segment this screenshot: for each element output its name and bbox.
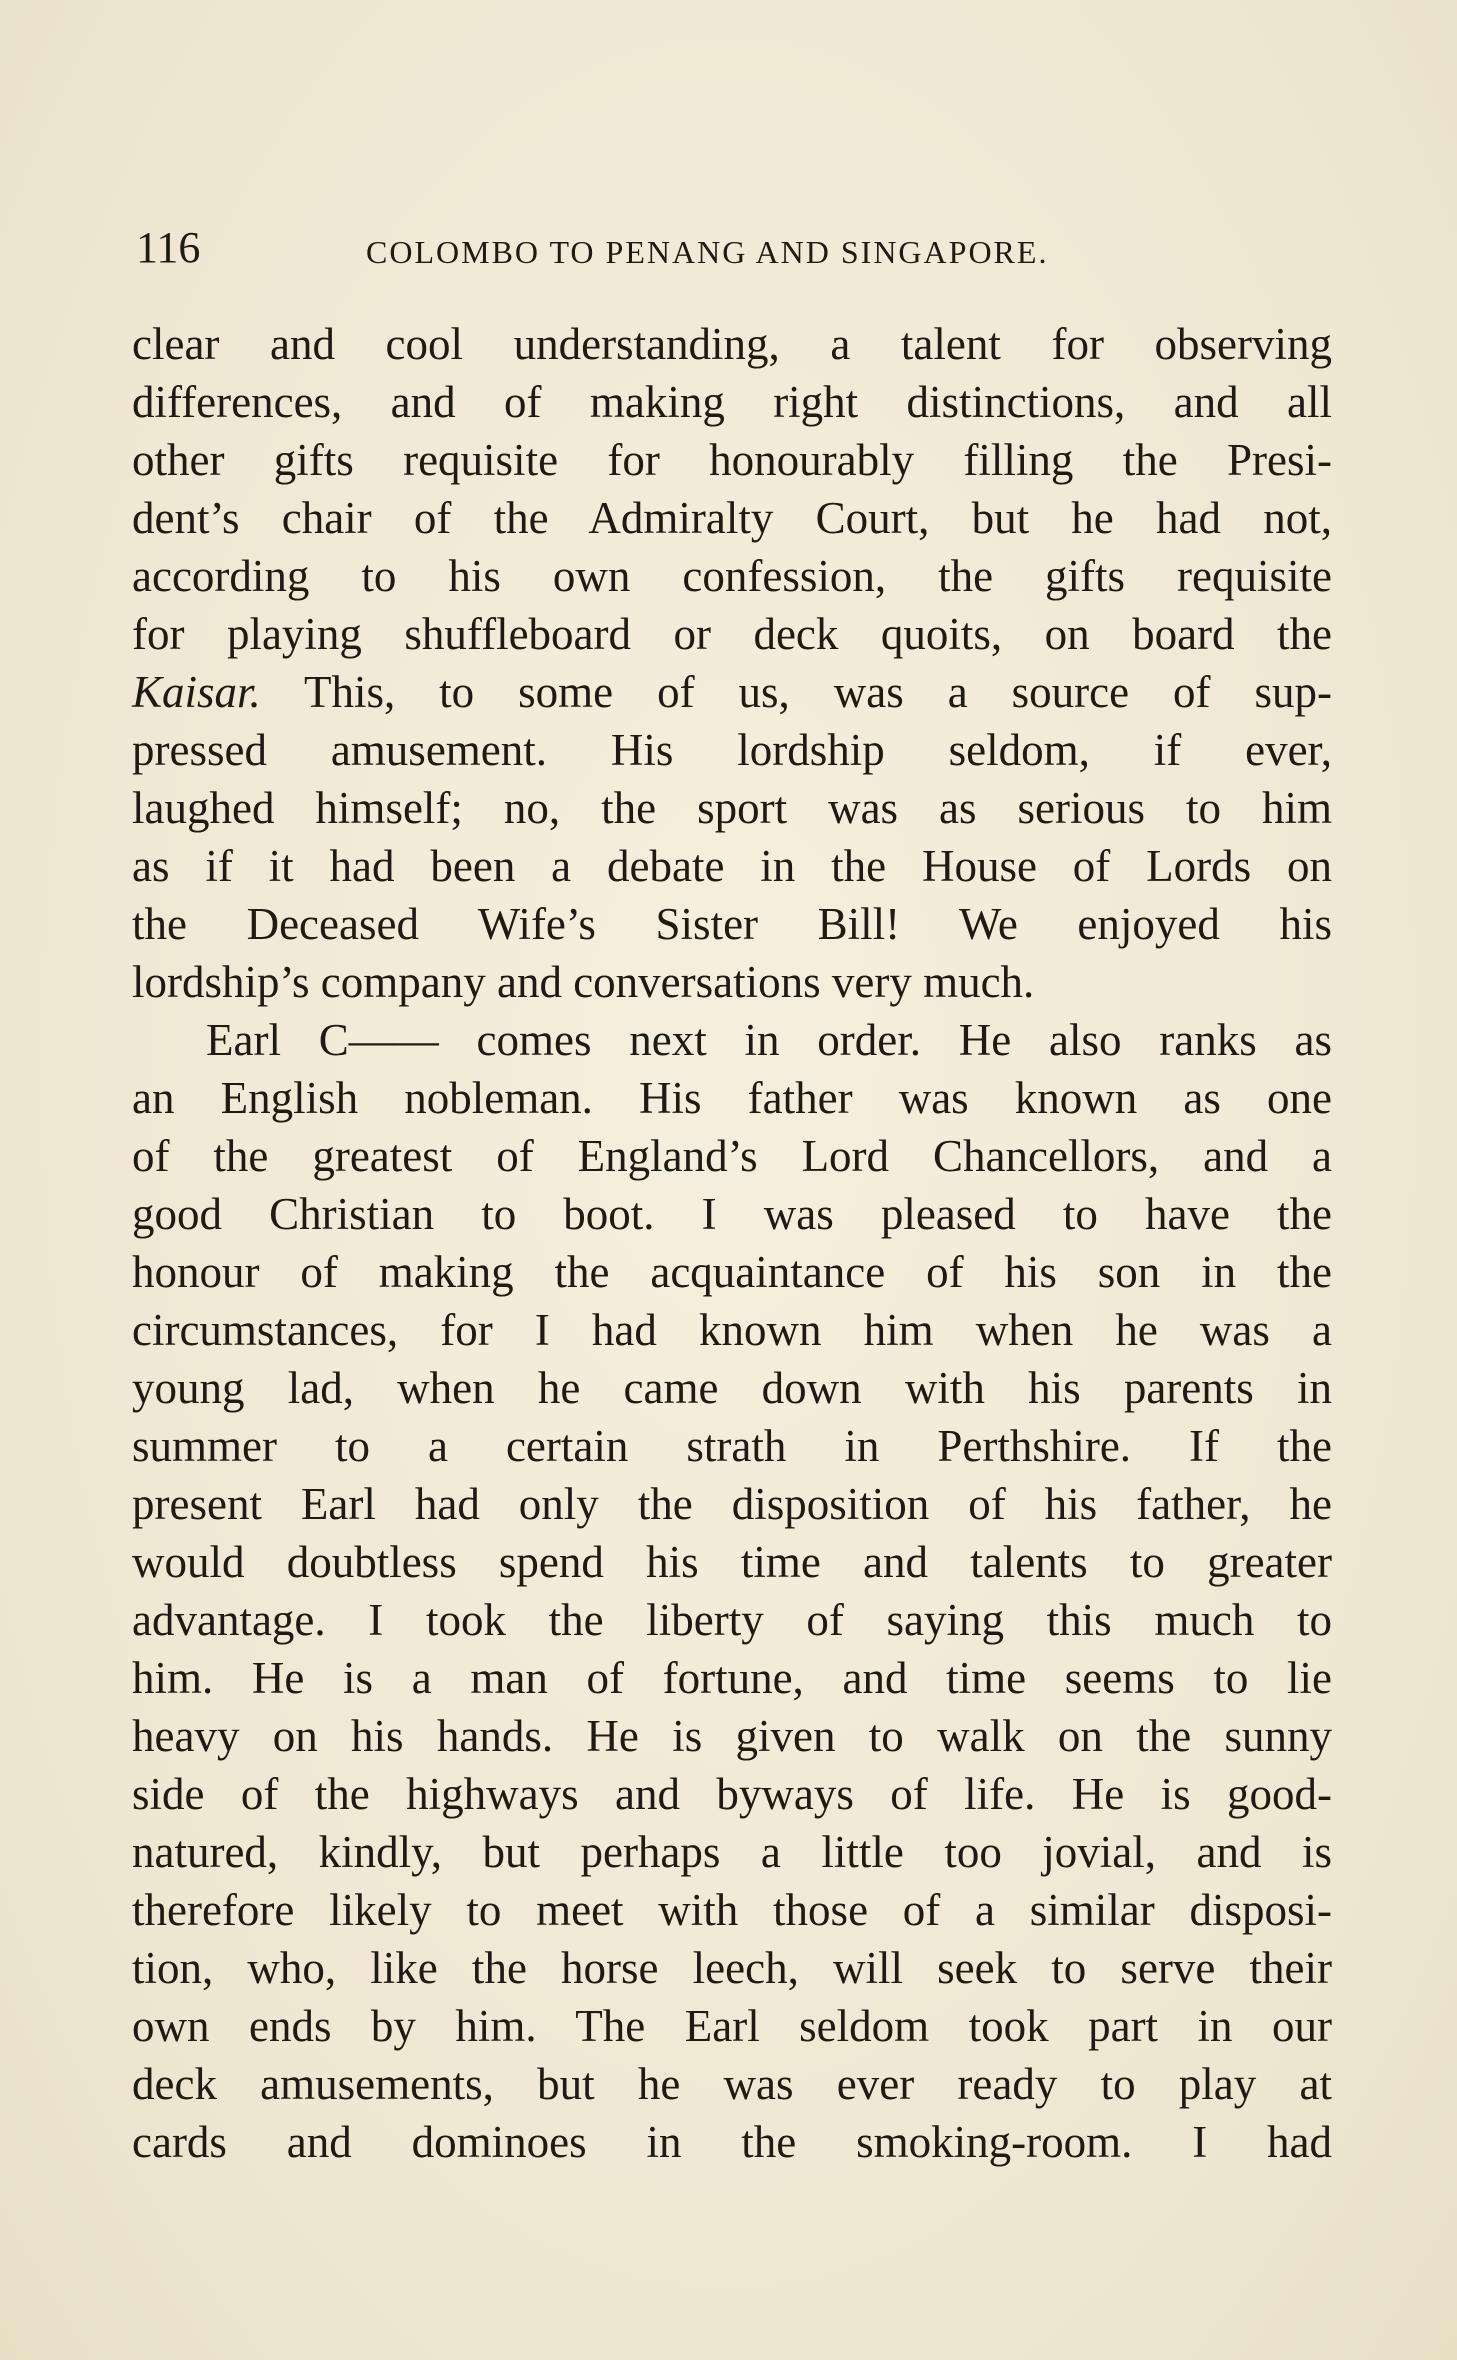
text-line: of the greatest of England’s Lord Chancellors, and a — [132, 1131, 1332, 1181]
text-line: young lad, when he came down with his parents in — [132, 1363, 1332, 1413]
text-line: deck amusements, but he was ever ready to play at — [132, 2059, 1332, 2109]
text-line: according to his own confession, the gifts requisite — [132, 551, 1332, 601]
text-line: lordship’s company and conversations very much. — [132, 957, 1035, 1007]
ship-name: Kaisar. — [132, 667, 261, 717]
text-line: differences, and of making right distinctions, and all — [132, 377, 1332, 427]
body-text — [132, 315, 1332, 2171]
text-line: would doubtless spend his time and talents to greater — [132, 1537, 1332, 1587]
text-line: summer to a certain strath in Perthshire. If the — [132, 1421, 1332, 1471]
text-line: heavy on his hands. He is given to walk on the sunny — [132, 1711, 1332, 1761]
text-line: tion, who, like the horse leech, will seek to serve their — [132, 1943, 1332, 1993]
text-line: Earl C—— comes next in order. He also ranks as — [206, 1015, 1332, 1065]
text-line: laughed himself; no, the sport was as serious to him — [132, 783, 1332, 833]
text-line: cards and dominoes in the smoking-room. I had — [132, 2117, 1332, 2167]
text-line: circumstances, for I had known him when he was a — [132, 1305, 1332, 1355]
text-line: dent’s chair of the Admiralty Court, but he had not, — [132, 493, 1332, 543]
running-head: COLOMBO TO PENANG AND SINGAPORE. — [366, 234, 1049, 270]
text-line: natured, kindly, but perhaps a little too jovial, and is — [132, 1827, 1332, 1877]
text-line: as if it had been a debate in the House of Lords on — [132, 841, 1332, 891]
text-line-rest: This, to some of us, was a source of sup- — [260, 667, 1332, 717]
text-line: therefore likely to meet with those of a similar disposi- — [132, 1885, 1332, 1935]
text-line: an English nobleman. His father was known as one — [132, 1073, 1332, 1123]
page-header — [136, 218, 1336, 278]
text-line: honour of making the acquaintance of his son in the — [132, 1247, 1332, 1297]
text-line: him. He is a man of fortune, and time seems to lie — [132, 1653, 1332, 1703]
text-line: present Earl had only the disposition of his father, he — [132, 1479, 1332, 1529]
text-line: pressed amusement. His lordship seldom, if ever, — [132, 725, 1332, 775]
text-line: advantage. I took the liberty of saying this much to — [132, 1595, 1332, 1645]
text-line: for playing shuffleboard or deck quoits, on board the — [132, 609, 1332, 659]
text-line: clear and cool understanding, a talent for observing — [132, 319, 1332, 369]
text-line: own ends by him. The Earl seldom took part in our — [132, 2001, 1332, 2051]
text-line: other gifts requisite for honourably filling the Presi- — [132, 435, 1332, 485]
text-line: the Deceased Wife’s Sister Bill! We enjoyed his — [132, 899, 1332, 949]
text-line: side of the highways and byways of life. He is good- — [132, 1769, 1332, 1819]
text-line: good Christian to boot. I was pleased to have the — [132, 1189, 1332, 1239]
text-line — [132, 663, 1332, 721]
page-number: 116 — [136, 223, 201, 272]
